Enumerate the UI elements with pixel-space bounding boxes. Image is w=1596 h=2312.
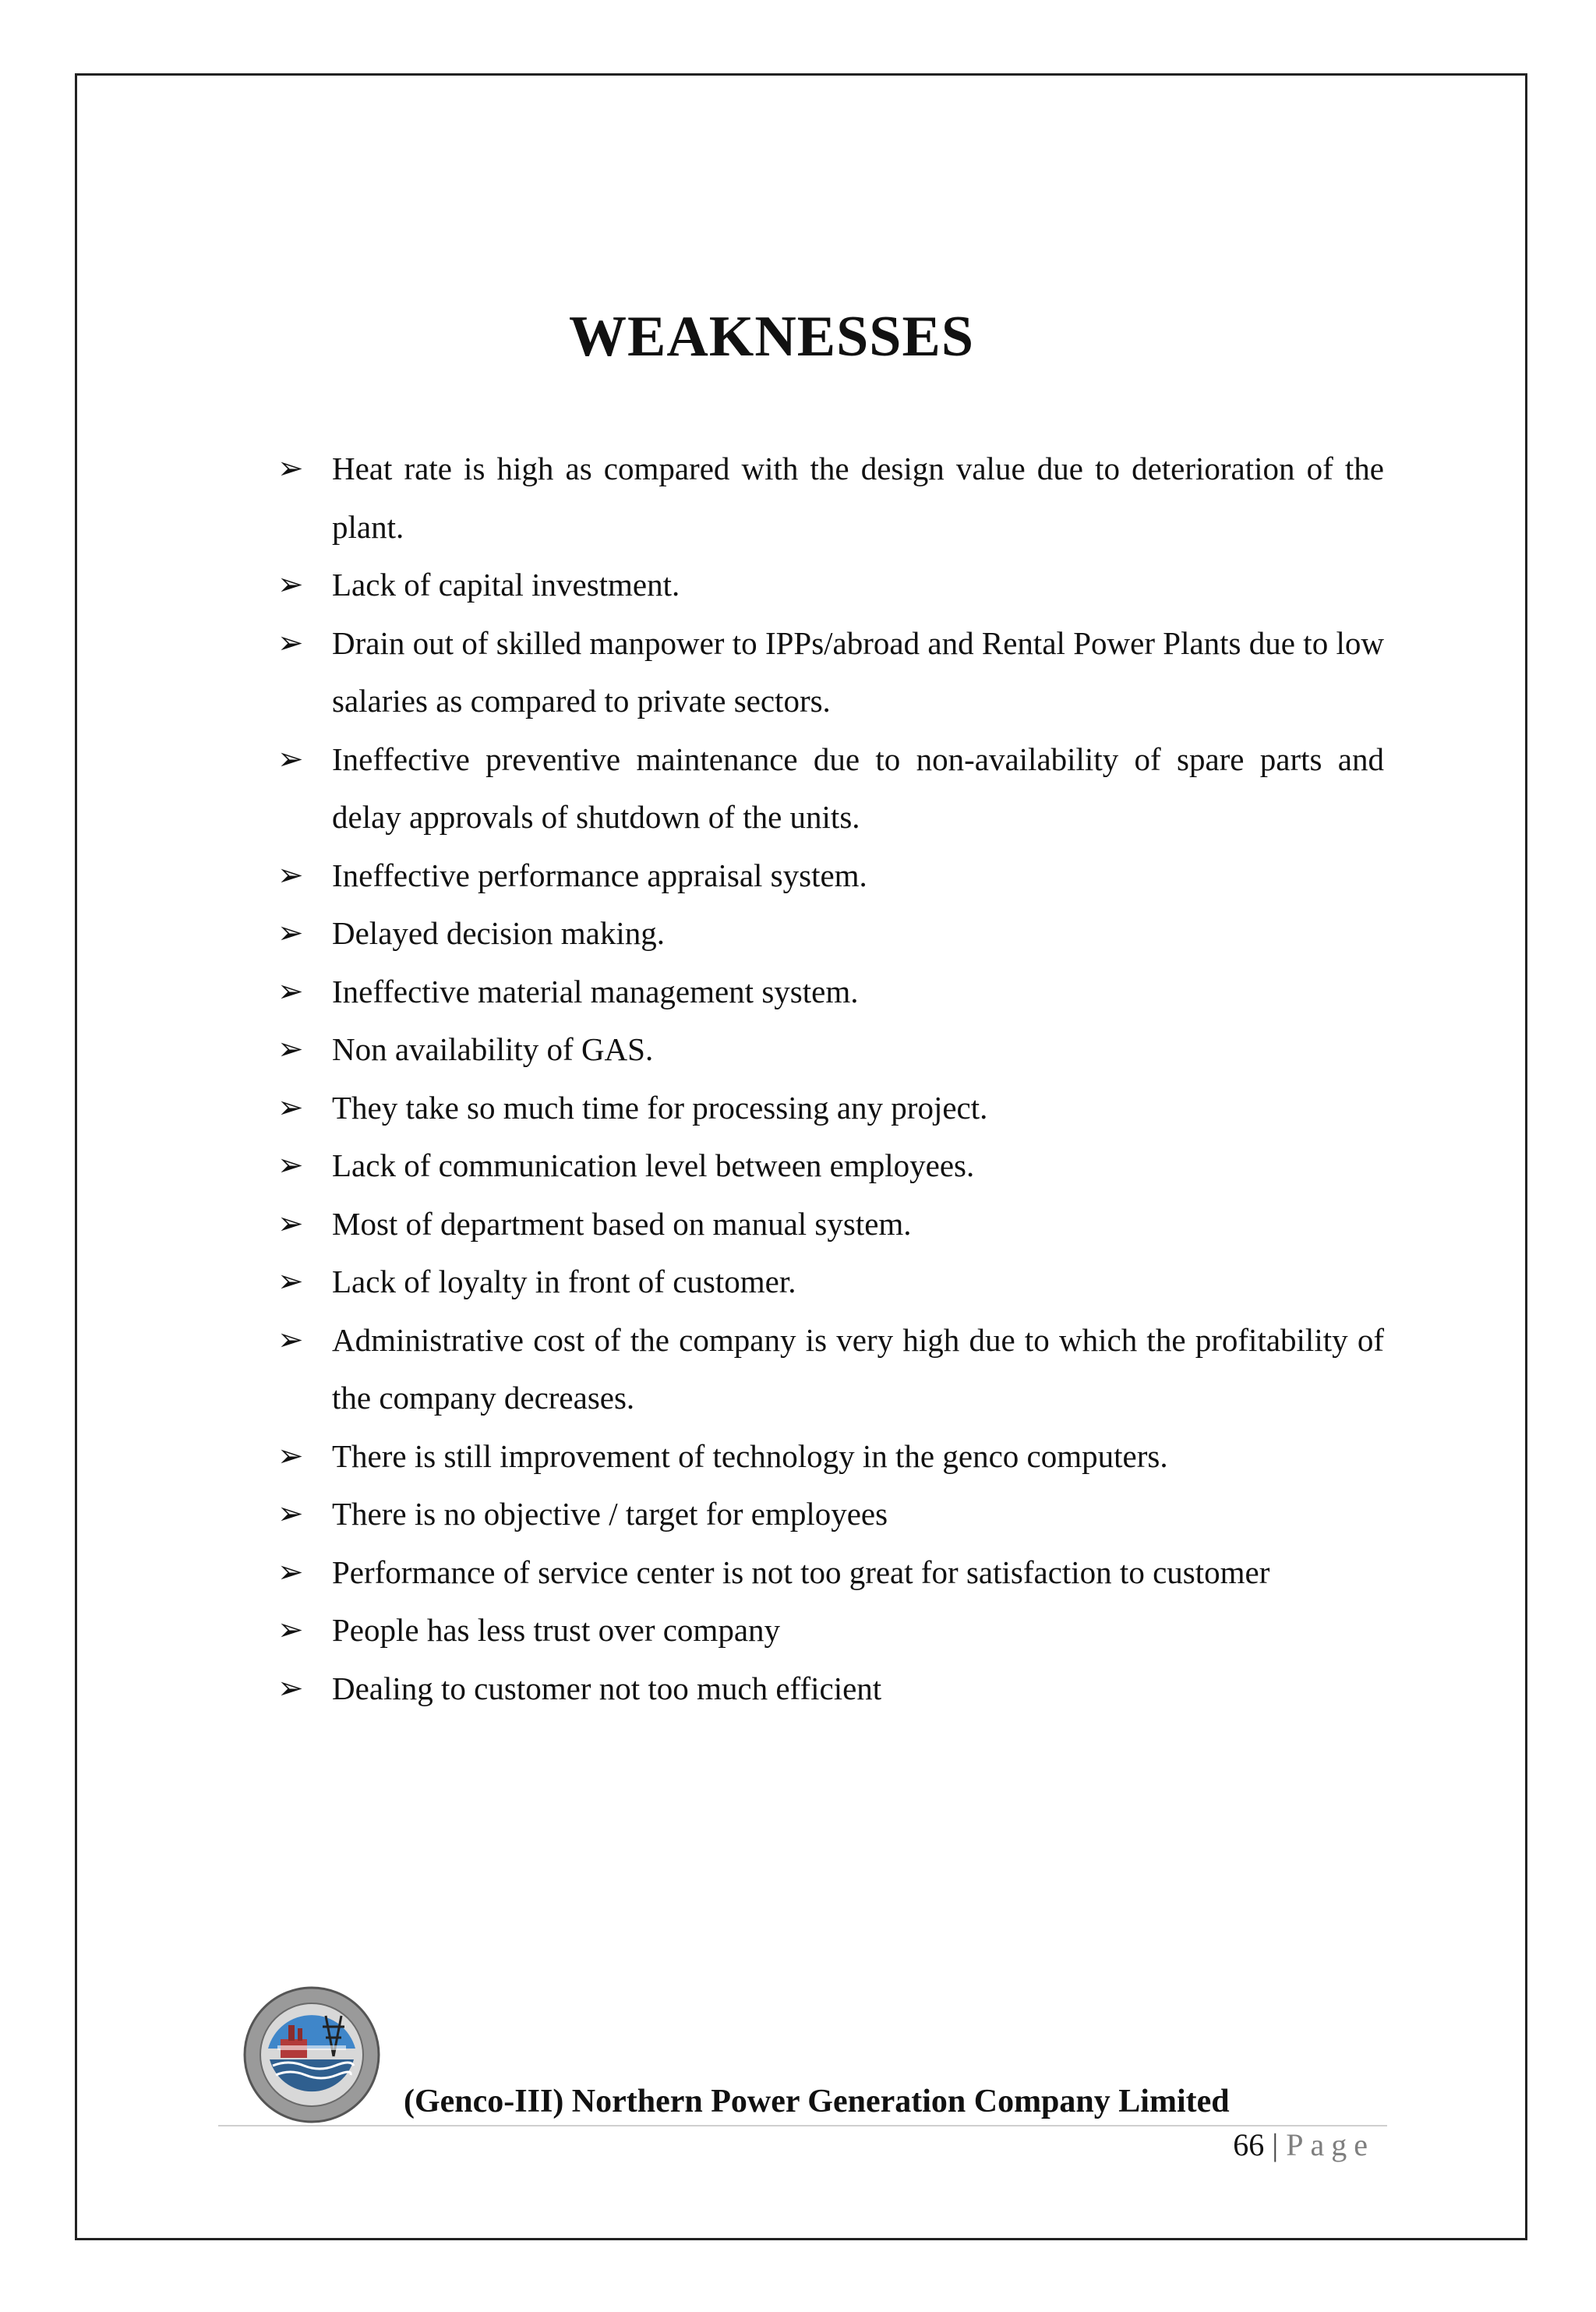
- list-item: [277, 904, 1384, 963]
- list-item-text: People has less trust over company: [332, 1612, 781, 1648]
- list-item: [277, 847, 1384, 905]
- arrow-bullet-icon: ➢: [277, 915, 304, 951]
- list-item: [277, 1543, 1384, 1602]
- footer-company-name: (Genco-III) Northern Power Generation Company Limited: [404, 2084, 1230, 2119]
- list-item-text: Ineffective preventive maintenance due to non-availability of spare parts and delay approvals of shutdown of the units.: [332, 741, 1384, 835]
- list-item-text: Heat rate is high as compared with the design value due to deterioration of the plant.: [332, 451, 1384, 545]
- list-item: [277, 440, 1384, 556]
- list-item: [277, 1253, 1384, 1311]
- list-item: [277, 1485, 1384, 1543]
- arrow-bullet-icon: ➢: [277, 567, 304, 603]
- list-item-text: There is still improvement of technology in the genco computers.: [332, 1437, 1168, 1474]
- page-label: Page: [1286, 2127, 1375, 2162]
- footer-divider: [218, 2125, 1387, 2126]
- list-item: [277, 730, 1384, 847]
- arrow-bullet-icon: ➢: [277, 451, 304, 486]
- list-item-text: Ineffective material management system.: [332, 973, 859, 1009]
- page-title: WEAKNESSES: [569, 305, 974, 369]
- arrow-bullet-icon: ➢: [277, 1437, 304, 1474]
- list-item: [277, 963, 1384, 1021]
- list-item-text: There is no objective / target for employees: [332, 1496, 888, 1532]
- list-item: [277, 614, 1384, 730]
- arrow-bullet-icon: ➢: [277, 1496, 304, 1532]
- list-item: [277, 1020, 1384, 1079]
- list-item-text: Most of department based on manual system.: [332, 1205, 912, 1242]
- list-item-text: Lack of capital investment.: [332, 567, 680, 603]
- list-item-text: Dealing to customer not too much efficient: [332, 1670, 882, 1706]
- weaknesses-list: [277, 440, 1384, 1717]
- arrow-bullet-icon: ➢: [277, 1264, 304, 1299]
- page-separator: |: [1272, 2127, 1279, 2162]
- arrow-bullet-icon: ➢: [277, 741, 304, 777]
- arrow-bullet-icon: ➢: [277, 624, 304, 661]
- list-item: [277, 1137, 1384, 1195]
- arrow-bullet-icon: ➢: [277, 1554, 304, 1590]
- list-item-text: Drain out of skilled manpower to IPPs/abroad and Rental Power Plants due to low salaries as compared to private sectors.: [332, 624, 1384, 719]
- list-item-text: Performance of service center is not too great for satisfaction to customer: [332, 1554, 1270, 1590]
- arrow-bullet-icon: ➢: [277, 1031, 304, 1067]
- arrow-bullet-icon: ➢: [277, 857, 304, 893]
- list-item: [277, 1601, 1384, 1660]
- list-item: [277, 1195, 1384, 1253]
- list-item-text: Ineffective performance appraisal system.: [332, 857, 867, 893]
- list-item-text: They take so much time for processing any project.: [332, 1089, 988, 1126]
- arrow-bullet-icon: ➢: [277, 973, 304, 1009]
- list-item: [277, 1660, 1384, 1718]
- arrow-bullet-icon: ➢: [277, 1147, 304, 1183]
- list-item-text: Administrative cost of the company is very high due to which the profitability of the company decreases.: [332, 1321, 1384, 1416]
- arrow-bullet-icon: ➢: [277, 1205, 304, 1242]
- arrow-bullet-icon: ➢: [277, 1670, 304, 1706]
- page-number: [1233, 2126, 1375, 2163]
- arrow-bullet-icon: ➢: [277, 1089, 304, 1126]
- list-item-text: Delayed decision making.: [332, 915, 665, 951]
- list-item-text: Lack of communication level between employees.: [332, 1147, 975, 1183]
- list-item-text: Non availability of GAS.: [332, 1031, 654, 1067]
- page-number-value: 66: [1233, 2127, 1265, 2162]
- list-item-text: Lack of loyalty in front of customer.: [332, 1264, 796, 1299]
- arrow-bullet-icon: ➢: [277, 1321, 304, 1358]
- list-item: [277, 1427, 1384, 1486]
- list-item: [277, 556, 1384, 614]
- list-item: [277, 1311, 1384, 1427]
- arrow-bullet-icon: ➢: [277, 1612, 304, 1648]
- company-logo: [242, 1985, 382, 2125]
- list-item: [277, 1079, 1384, 1137]
